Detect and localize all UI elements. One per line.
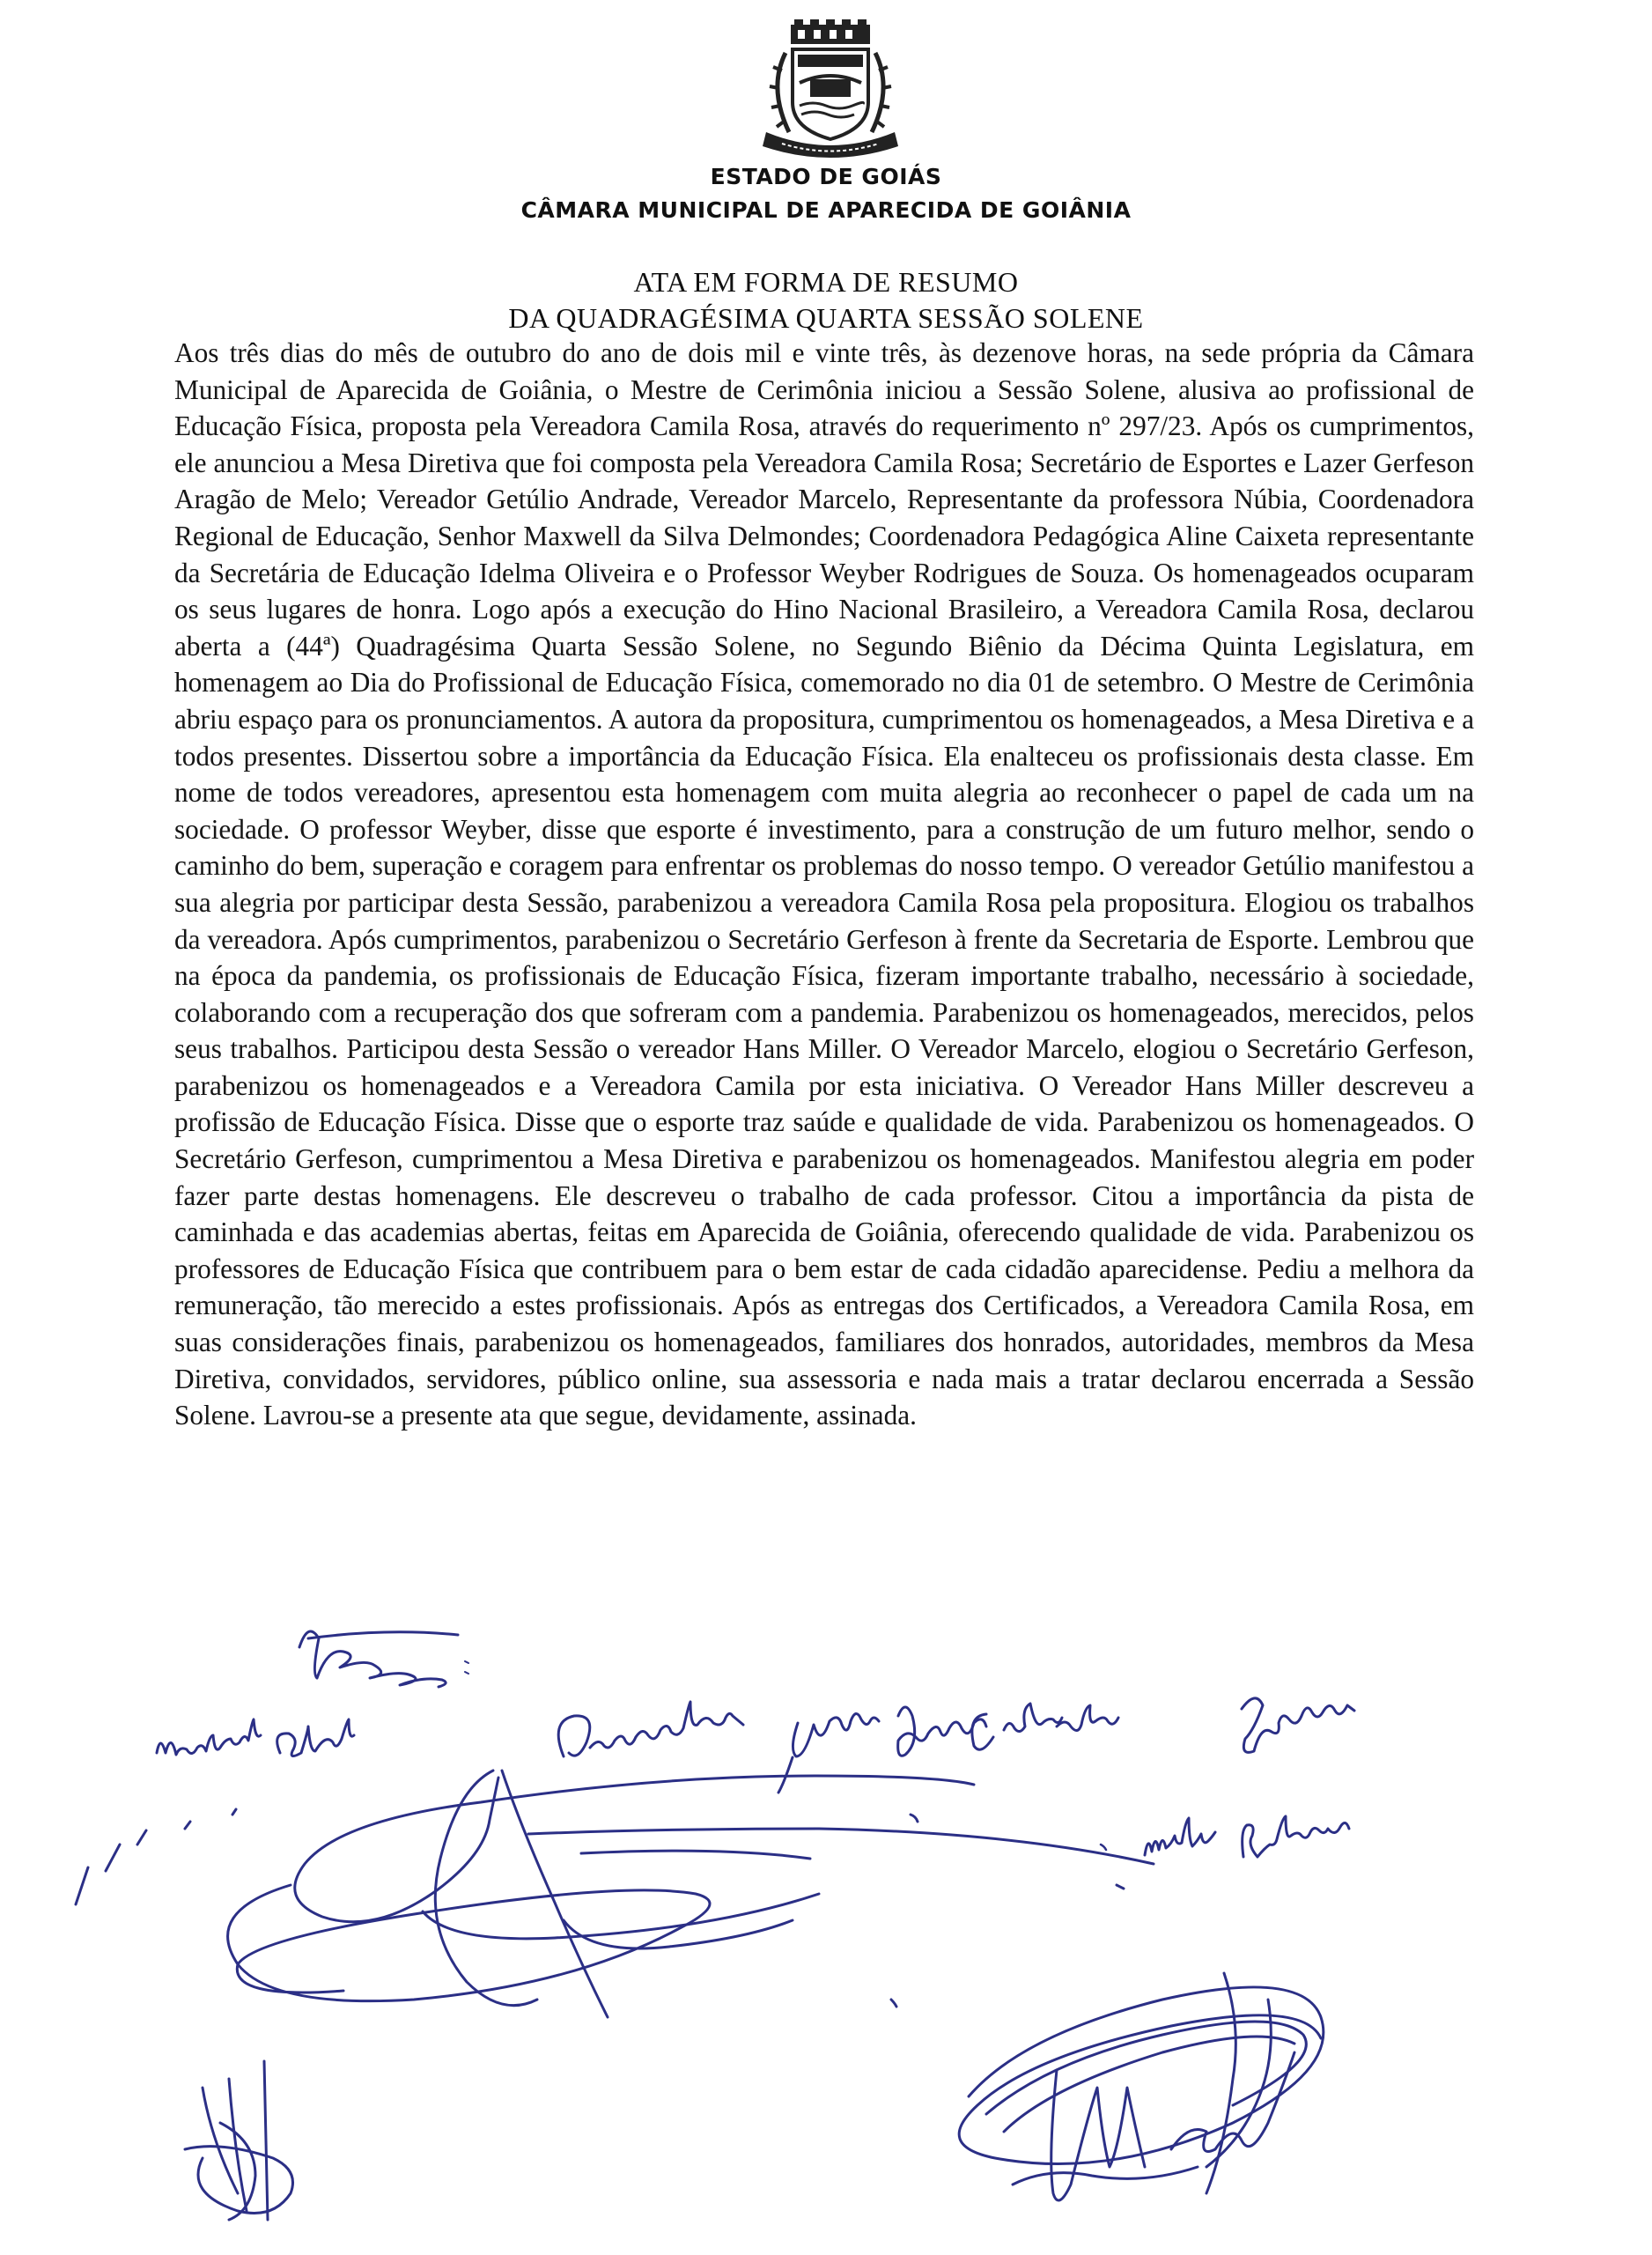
document-title-line1: ATA EM FORMA DE RESUMO xyxy=(633,266,1019,298)
minutes-body-text: Aos três dias do mês de outubro do ano de dois mil e vinte três, às dezenove horas, na sede própria da Câmara Municipal de Aparecida de Goiânia, o Mestre de Cerimônia iniciou a Sessão Solene, alusiva ao profissional de Educação Física, proposta pela Vereadora Camila Rosa, através do requerimento nº 297/23. Após os cumprimentos, ele anunciou a Mesa Diretiva que foi composta pela Vereadora Camila Rosa; Secretário de Esportes e Lazer Gerfeson Aragão de Melo; Vereador Getúlio Andrade, Vereador Marcelo, Representante da professora Núbia, Coordenadora Regional de Educação, Senhor Maxwell da Silva Delmondes; Coordenadora Pedagógica Aline Caixeta representante da Secretária de Educação Idelma Oliveira e o Professor Weyber Rodrigues de Souza. Os homenageados ocuparam os seus lugares de honra. Logo após a execução do Hino Nacional Brasileiro, a Vereadora Camila Rosa, declarou aberta a (44ª) Quadragésima Quarta Sessão Solene, no Segundo Biênio da Décima Quinta Legislatura, em homenagem ao Dia do Profissional de Educação Física, comemorado no dia 01 de setembro. O Mestre de Cerimônia abriu espaço para os pronunciamentos. A autora da propositura, cumprimentou os homenageados, a Mesa Diretiva e a todos presentes. Dissertou sobre a importância da Educação Física. Ela enalteceu os profissionais desta classe. Em nome de todos vereadores, apresentou esta homenagem com muita alegria ao reconhecer o papel de cada um na sociedade. O professor Weyber, disse que esporte é investimento, para a construção de um futuro melhor, sendo o caminho do bem, superação e coragem para enfrentar os problemas do nosso tempo. O vereador Getúlio manifestou a sua alegria por participar desta Sessão, parabenizou a vereadora Camila Rosa pela propositura. Elogiou os trabalhos da vereadora. Após cumprimentos, parabenizou o Secretário Gerfeson à frente da Secretaria de Esporte. Lembrou que na época da pandemia, os profissionais de Educação Física, fizeram importante trabalho, necessário à sociedade, colaborando com a recuperação dos que sofreram com a pandemia. Parabenizou os homenageados, merecidos, pelos seus trabalhos. Participou desta Sessão o vereador Hans Miller. O Vereador Marcelo, elogiou o Secretário Gerfeson, parabenizou os homenageados e a Vereadora Camila por esta iniciativa. O Vereador Hans Miller descreveu a profissão de Educação Física. Disse que o esporte traz saúde e qualidade de vida. Parabenizou os homenageados. O Secretário Gerfeson, cumprimentou a Mesa Diretiva e parabenizou os homenageados. Manifestou alegria em poder fazer parte destas homenagens. Ele descreveu o trabalho de cada professor. Citou a importância da pista de caminhada e das academias abertas, feitas em Aparecida de Goiânia, oferecendo qualidade de vida. Parabenizou os professores de Educação Física que contribuem para o bem estar de cada cidadão aparecidense. Pediu a melhora da remuneração, tão merecido a estes profissionais. Após as entregas dos Certificados, a Vereadora Camila Rosa, em suas considerações finais, parabenizou os homenageados, familiares dos honrados, autoridades, membros da Mesa Diretiva, convidados, servidores, público online, sua assessoria e nada mais a tratar declarou encerrada a Sessão Solene. Lavrou-se a presente ata que segue, devidamente, assinada. xyxy=(174,337,1474,1431)
state-header: ESTADO DE GOIÁS xyxy=(710,164,942,189)
handwritten-names-signature xyxy=(157,1698,1354,1793)
chamber-header: CÂMARA MUNICIPAL DE APARECIDA DE GOIÂNIA xyxy=(520,197,1132,223)
initials-signature xyxy=(299,1631,468,1687)
bottom-right-signature xyxy=(959,1973,1324,2200)
document-title-line2: DA QUADRAGÉSIMA QUARTA SESSÃO SOLENE xyxy=(508,302,1144,334)
minor-ink-marks xyxy=(76,1809,1124,2007)
bottom-left-signature xyxy=(185,2061,293,2220)
large-loop-signature xyxy=(228,1771,1154,2017)
weyber-signature xyxy=(1101,1816,1349,1857)
municipal-coat-of-arms-icon xyxy=(747,18,914,159)
